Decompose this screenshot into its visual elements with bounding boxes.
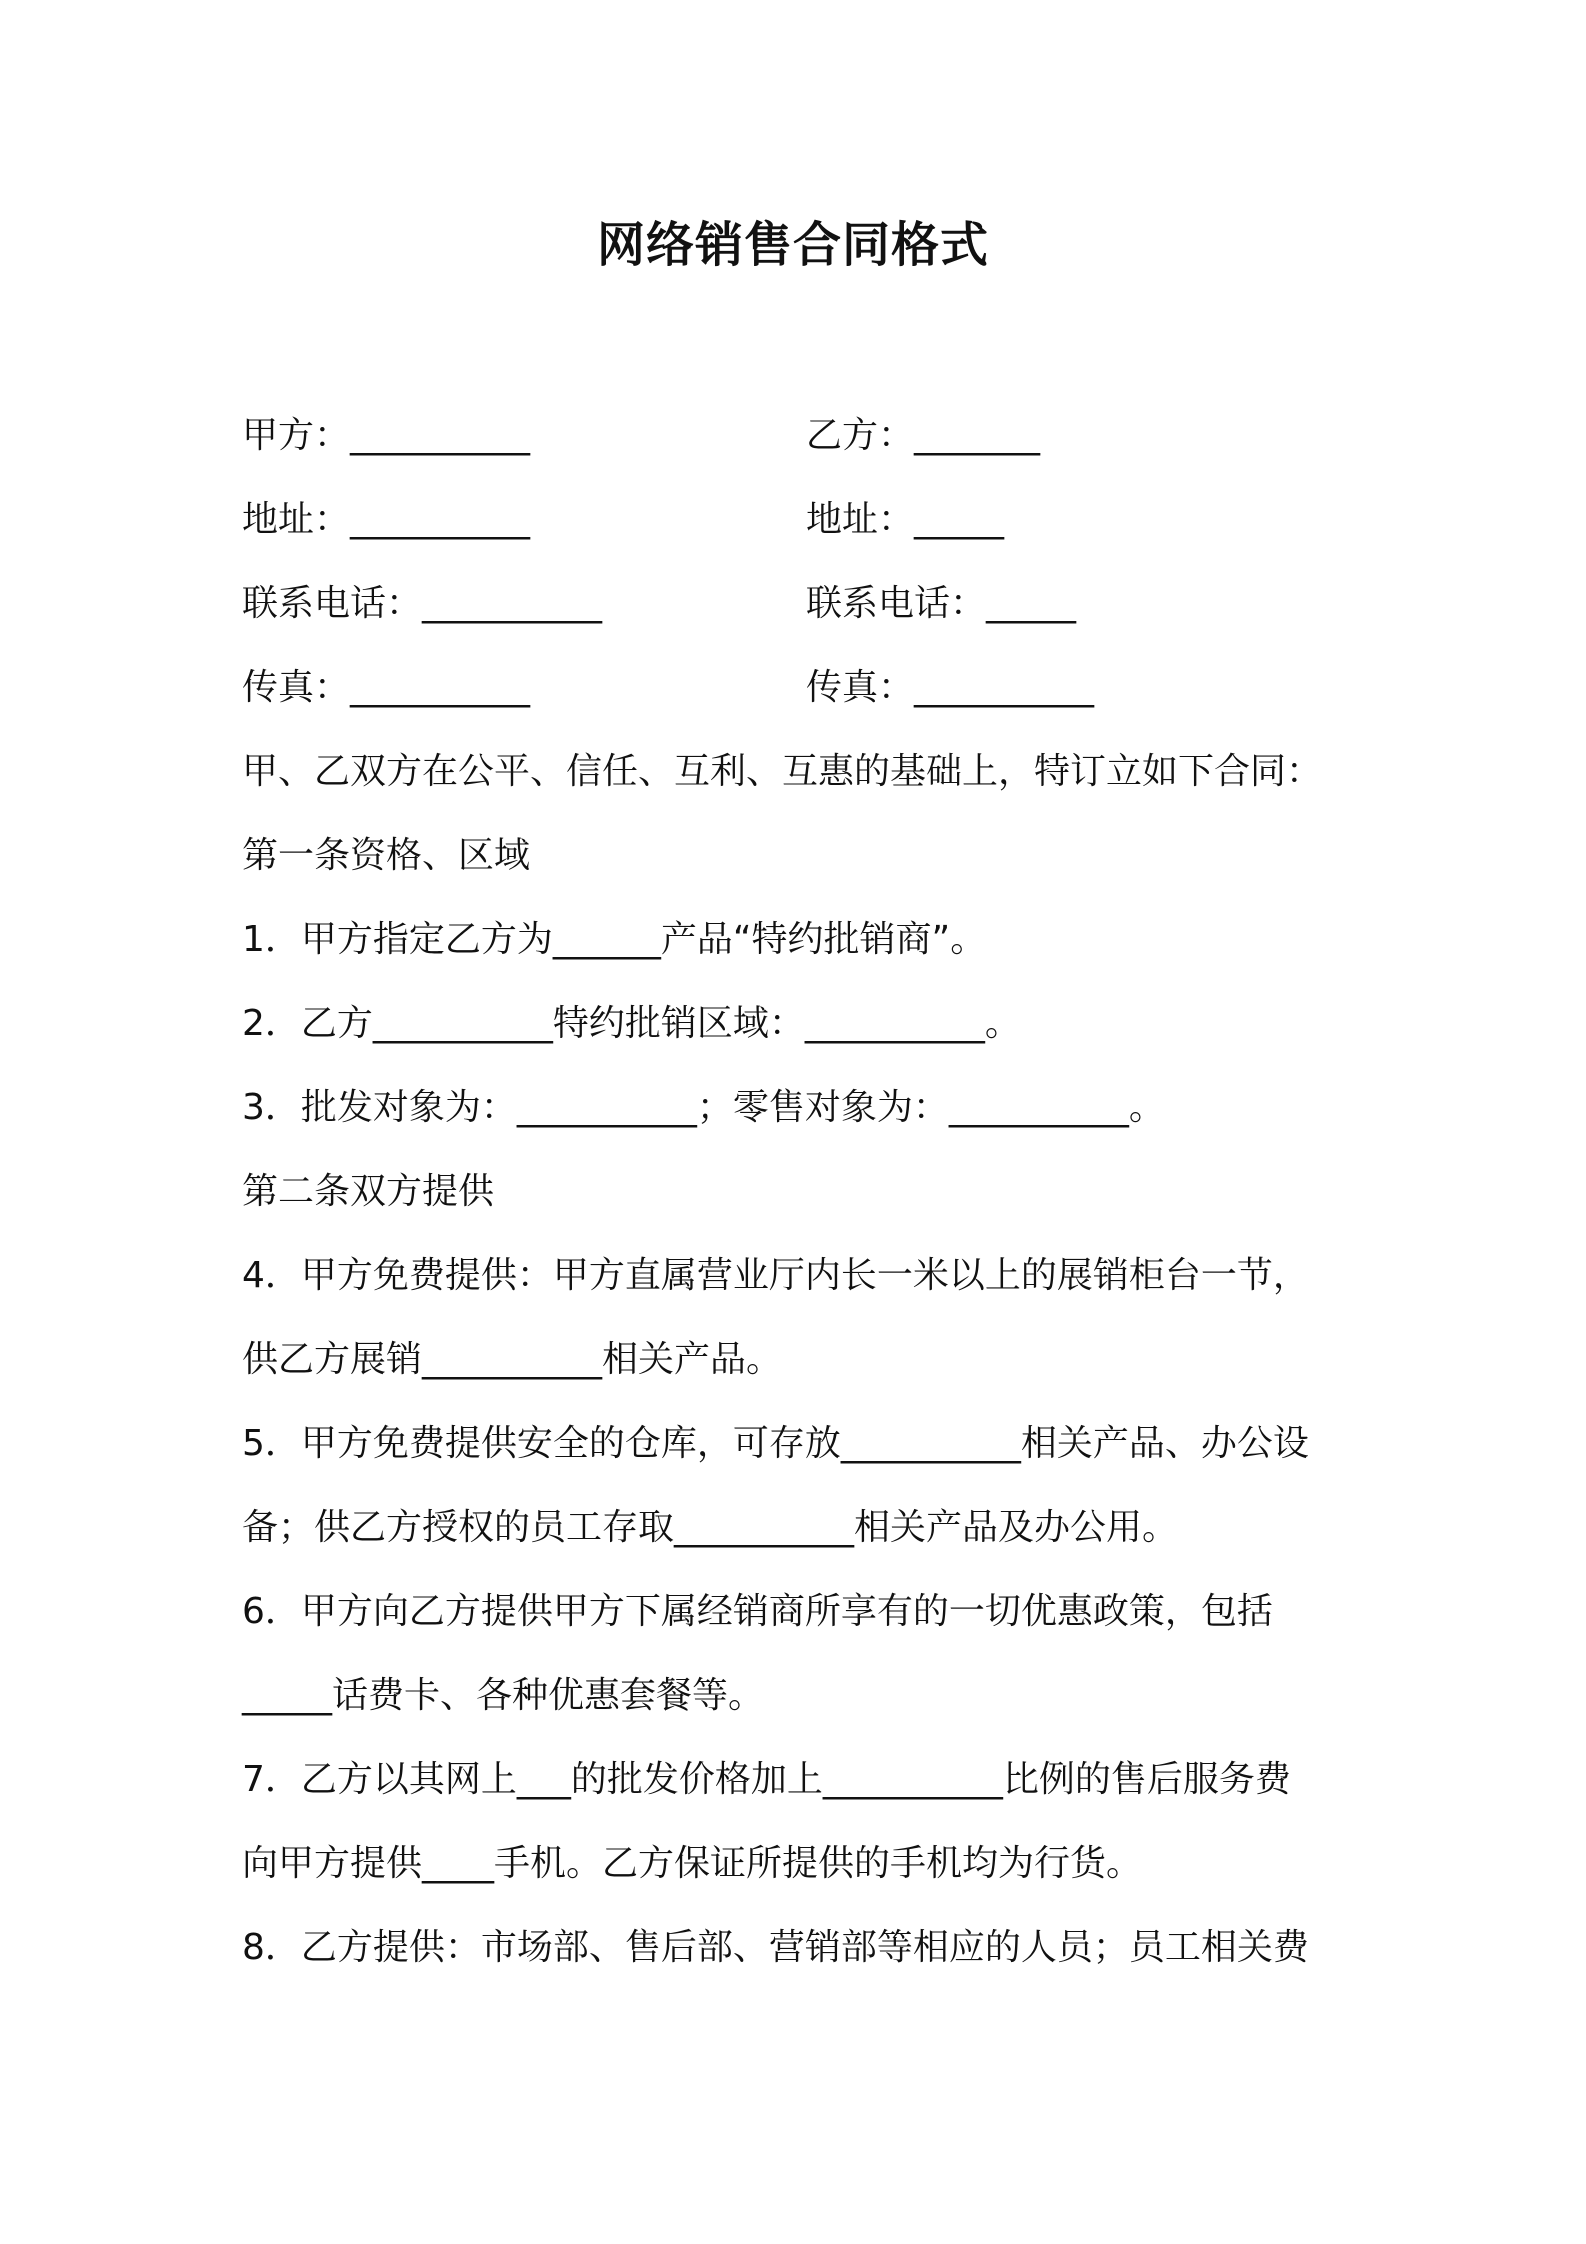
party-b-field: 乙方：_______ [806, 415, 1041, 456]
party-a-fax-field: 传真：__________ [242, 667, 531, 708]
article-heading: 第二条双方提供 [242, 1171, 495, 1212]
contract-intro: 甲、乙双方在公平、信任、互利、互惠的基础上，特订立如下合同： [242, 751, 1323, 792]
article-heading: 第一条资格、区域 [242, 835, 531, 876]
clause-text: 8．乙方提供：市场部、售后部、营销部等相应的人员；员工相关费 [242, 1927, 1309, 1968]
clause-text: 1．甲方指定乙方为______产品“特约批销商”。 [242, 919, 987, 960]
clause-text: 2．乙方__________特约批销区域：__________。 [242, 1003, 1021, 1044]
document-title: 网络销售合同格式 [596, 217, 989, 273]
party-b-fax-field: 传真：__________ [806, 667, 1095, 708]
clause-text: 6．甲方向乙方提供甲方下属经销商所享有的一切优惠政策，包括 [242, 1591, 1273, 1632]
clause-text: 7．乙方以其网上___的批发价格加上__________比例的售后服务费 [242, 1759, 1291, 1800]
party-b-phone-field: 联系电话：_____ [806, 583, 1077, 624]
clause-text: 向甲方提供____手机。乙方保证所提供的手机均为行货。 [242, 1843, 1143, 1884]
clause-text: _____话费卡、各种优惠套餐等。 [242, 1675, 765, 1716]
party-a-field: 甲方：__________ [242, 415, 531, 456]
clause-text: 4．甲方免费提供：甲方直属营业厅内长一米以上的展销柜台一节， [242, 1255, 1309, 1296]
party-b-address-field: 地址：_____ [806, 499, 1005, 540]
clause-text: 供乙方展销__________相关产品。 [242, 1339, 783, 1380]
clause-text: 备；供乙方授权的员工存取__________相关产品及办公用。 [242, 1507, 1179, 1548]
clause-text: 3．批发对象为：__________；零售对象为：__________。 [242, 1087, 1165, 1128]
party-a-phone-field: 联系电话：__________ [242, 583, 603, 624]
clause-text: 5．甲方免费提供安全的仓库，可存放__________相关产品、办公设 [242, 1423, 1309, 1464]
party-a-address-field: 地址：__________ [242, 499, 531, 540]
